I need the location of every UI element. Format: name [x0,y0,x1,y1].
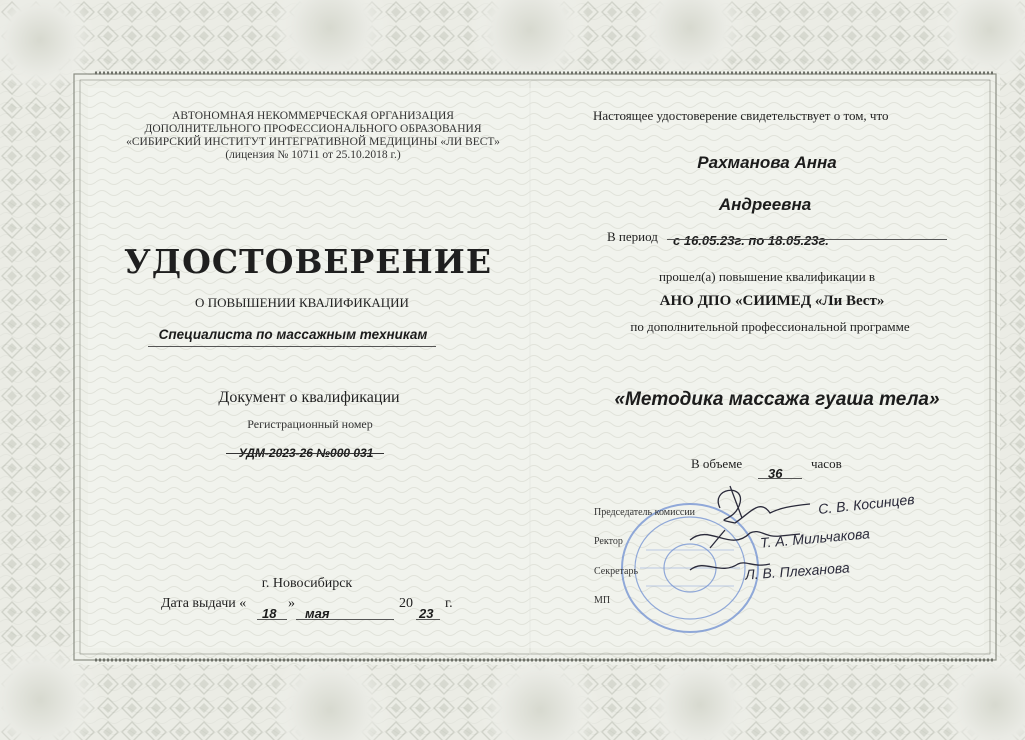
passed-text: прошел(а) повышение квалификации в [658,269,876,284]
period-line [667,239,947,240]
issue-month-line [296,619,394,620]
issue-day-line [257,619,287,620]
intro-text: Настоящее удостоверение свидетельствует о том, что [593,108,889,123]
city: г. Новосибирск [261,576,353,591]
doc-type: Документ о квалификации [218,389,400,406]
org-name-line-1: АВТОНОМНАЯ НЕКОММЕРЧЕСКАЯ ОРГАНИЗАЦИЯ [172,110,454,122]
chairman-label: Председатель комиссии [594,507,696,518]
issue-month: мая [305,606,330,621]
org-short-name: АНО ДПО «СИИМЕД «Ли Вест» [659,293,885,309]
document-title: УДОСТОВЕРЕНИЕ [124,242,492,281]
issue-close-quote: » [288,596,295,611]
issue-year-prefix: 20 [399,596,413,611]
issue-year-unit: г. [445,596,453,611]
rector-signature: Т. А. Мильчакова [759,525,871,551]
specialty: Специалиста по массажным техникам [158,327,428,342]
reg-number-strike [226,453,384,454]
license-line: (лицензия № 10711 от 25.10.2018 г.) [225,149,401,161]
issue-day: 18 [262,606,277,621]
stamp-place-label: МП [594,595,611,606]
org-name-line-2: ДОПОЛНИТЕЛЬНОГО ПРОФЕССИОНАЛЬНОГО ОБРАЗОВАНИЯ [144,123,482,135]
period-value: с 16.05.23г. по 18.05.23г. [673,233,829,248]
holder-name-line-1: Рахманова Анна [697,153,837,172]
org-name-line-3: «СИБИРСКИЙ ИНСТИТУТ ИНТЕГРАТИВНОЙ МЕДИЦИНЫ «ЛИ ВЕСТ» [126,136,500,148]
hours-value: 36 [768,466,783,481]
issue-year-line [416,619,440,620]
hours-label: В объеме [691,456,743,471]
holder-name-line-2: Андреевна [718,195,812,214]
rector-label: Ректор [594,536,623,547]
secretary-signature: Л. В. Плеханова [744,559,851,583]
chairman-signature: С. В. Косинцев [817,490,916,518]
reg-label: Регистрационный номер [247,417,373,431]
period-label: В период [607,229,658,244]
issue-date-label: Дата выдачи « [161,596,247,611]
issue-year-suffix: 23 [419,606,434,621]
reg-number: УДМ-2023-26 №000 031 [238,446,374,460]
secretary-label: Секретарь [594,566,639,577]
specialty-underline [148,346,436,347]
document-subtitle: О ПОВЫШЕНИИ КВАЛИФИКАЦИИ [195,295,409,310]
hours-unit: часов [811,456,842,471]
program-label: по дополнительной профессиональной программе [630,319,910,334]
right-page [530,0,1025,740]
program-name: «Методика массажа гуаша тела» [614,389,940,410]
